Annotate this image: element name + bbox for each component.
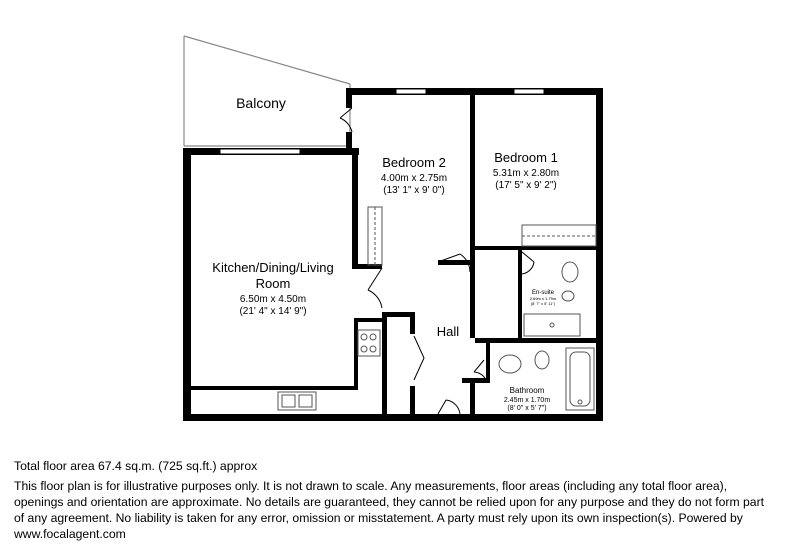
kitchen-metric: 6.50m x 4.50m (239, 294, 307, 305)
hall-label: Hall (436, 324, 460, 339)
toilet-icon (562, 262, 578, 282)
bedroom1-name: Bedroom 1 (494, 150, 558, 165)
wardrobes (368, 207, 596, 265)
bedroom2-name: Bedroom 2 (382, 155, 446, 170)
balcony-outline (184, 36, 350, 146)
bedroom1-imperial: (17' 5" x 9' 2") (495, 180, 557, 191)
kitchen-name-line1: Kitchen/Dining/Living (212, 260, 334, 275)
bedroom2-imperial: (13' 1" x 9' 0") (383, 185, 445, 196)
ensuite-name: En-suite (531, 290, 555, 296)
bathroom-metric: 2.45m x 1.70m (503, 397, 551, 404)
bedroom2-metric: 4.00m x 2.75m (380, 173, 448, 184)
bathroom-imperial: (8' 0" x 5' 7") (507, 405, 547, 412)
hob-icon (361, 334, 367, 340)
bath-basin-icon (499, 355, 521, 373)
kitchen-name-line2: Room (255, 276, 291, 291)
kitchen-imperial: (21' 4" x 14' 9") (239, 306, 307, 317)
kitchen-fixtures (278, 330, 380, 410)
walls (183, 88, 603, 421)
bathroom-name: Bathroom (509, 386, 545, 395)
bedroom1-metric: 5.31m x 2.80m (492, 168, 560, 179)
bath-toilet-icon (535, 351, 549, 369)
total-floor-area: Total floor area 67.4 sq.m. (725 sq.ft.) approx (14, 459, 258, 473)
balcony-label: Balcony (236, 95, 286, 111)
ensuite-metric: 2.69m x 1.79m (529, 296, 557, 301)
shower-icon (524, 314, 580, 336)
disclaimer-text: This floor plan is for illustrative purposes only. It is not drawn to scale. Any measurements, floor areas (including any total floor area), openings and orientation are approximate. No details are guaranteed, they cannot be relied upon for any purpose and they do not form part of any agreement. No liability is taken for any error, omission or misstatement. A party must rely upon its own inspection(s). Powered by www.focalagent.com (14, 479, 765, 541)
ensuite-imperial: (8' 7" x 5' 11") (530, 301, 556, 306)
basin-icon (562, 291, 574, 301)
